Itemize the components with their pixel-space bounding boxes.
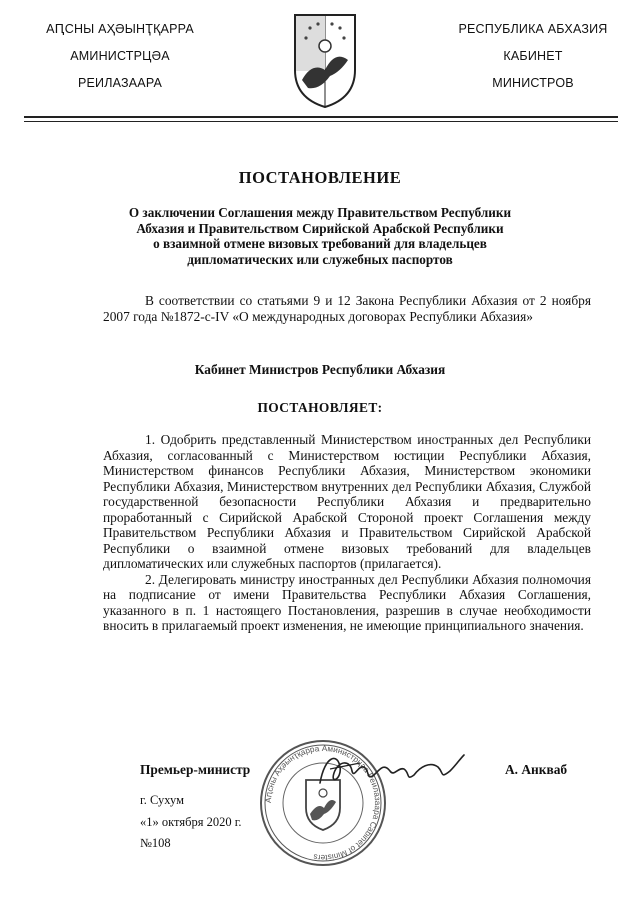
document-number: №108 bbox=[140, 836, 171, 850]
decree-heading: ПОСТАНОВЛЯЕТ: bbox=[257, 400, 383, 415]
decree-item-1: 1. Одобрить представленный Министерством иностранных дел Республики Абхазия, согласованный с Министерством юстиции Республики Абхазия, Министерством финансов Республики Абхазия, Министерством экономики Республики Абхазия, Министерством внутренних дел Республики Абхазия, Службой государственной безопасности Республики Абхазия и предварительно проработанный с Сирийской Арабской Стороной проект Соглашения между Правительством Республики Абхазия и Правительством Сирийской Арабской Республики о взаимной отмене визовых требований для владельцев дипломатических или служебных паспортов (прилагается). bbox=[103, 432, 591, 571]
decree-items bbox=[103, 432, 591, 634]
header-divider-thin bbox=[24, 121, 618, 122]
header-left-block bbox=[30, 22, 210, 103]
subtitle-line-4: дипломатических или служебных паспортов bbox=[187, 251, 453, 267]
header-right-line-1: РЕСПУБЛИКА АБХАЗИЯ bbox=[458, 22, 608, 36]
subtitle-line-2: Абхазия и Правительством Сирийской Арабской Республики bbox=[136, 220, 504, 236]
issue-place: г. Сухум bbox=[140, 793, 185, 807]
header-left-line-3: РЕИЛАЗААРА bbox=[77, 76, 163, 90]
abkhazia-coat-of-arms-icon bbox=[290, 10, 360, 110]
issuer-heading: Кабинет Министров Республики Абхазия bbox=[194, 362, 446, 377]
preamble-paragraph: В соответствии со статьями 9 и 12 Закона Республики Абхазия от 2 ноября 2007 года №1872-с-IV «О международных договорах Республики Абхазия» bbox=[103, 293, 591, 324]
header-right-block bbox=[440, 22, 626, 103]
preamble-block bbox=[103, 293, 591, 324]
subtitle-line-1: О заключении Соглашения между Правительством Республики bbox=[128, 205, 512, 220]
header-right-line-2: КАБИНЕТ bbox=[503, 49, 563, 63]
document-title: ПОСТАНОВЛЕНИЕ bbox=[238, 168, 402, 187]
issue-date: «1» октября 2020 г. bbox=[140, 815, 242, 829]
handwritten-signature bbox=[300, 745, 470, 795]
subtitle-line-3: о взаимной отмене визовых требований для владельцев bbox=[153, 236, 487, 251]
header-left-line-2: АМИНИСТРЦӘА bbox=[70, 49, 170, 63]
document-subtitle bbox=[100, 205, 540, 267]
header-divider-thick bbox=[24, 116, 618, 118]
header-left-line-1: АԤСНЫ АҲӘЫНҬҚАРРА bbox=[46, 22, 194, 36]
decree-item-2: 2. Делегировать министру иностранных дел Республики Абхазия полномочия на подписание от имени Правительства Республики Абхазия Соглашения, указанного в п. 1 настоящего Постановления, разрешив в случае необходимости вносить в прилагаемый проект изменения, не имеющие принципиального значения. bbox=[103, 571, 591, 633]
signatory-role: Премьер-министр bbox=[140, 762, 251, 777]
header-right-line-3: МИНИСТРОВ bbox=[492, 76, 574, 90]
signatory-name: А. Анкваб bbox=[505, 762, 568, 777]
svg-text:Аԥсны Аҳәынҭқарра Аминистрцәа: Аԥсны Аҳәынҭқарра Аминистрцәа Реилазаара Cabinet of Ministers bbox=[263, 743, 383, 863]
